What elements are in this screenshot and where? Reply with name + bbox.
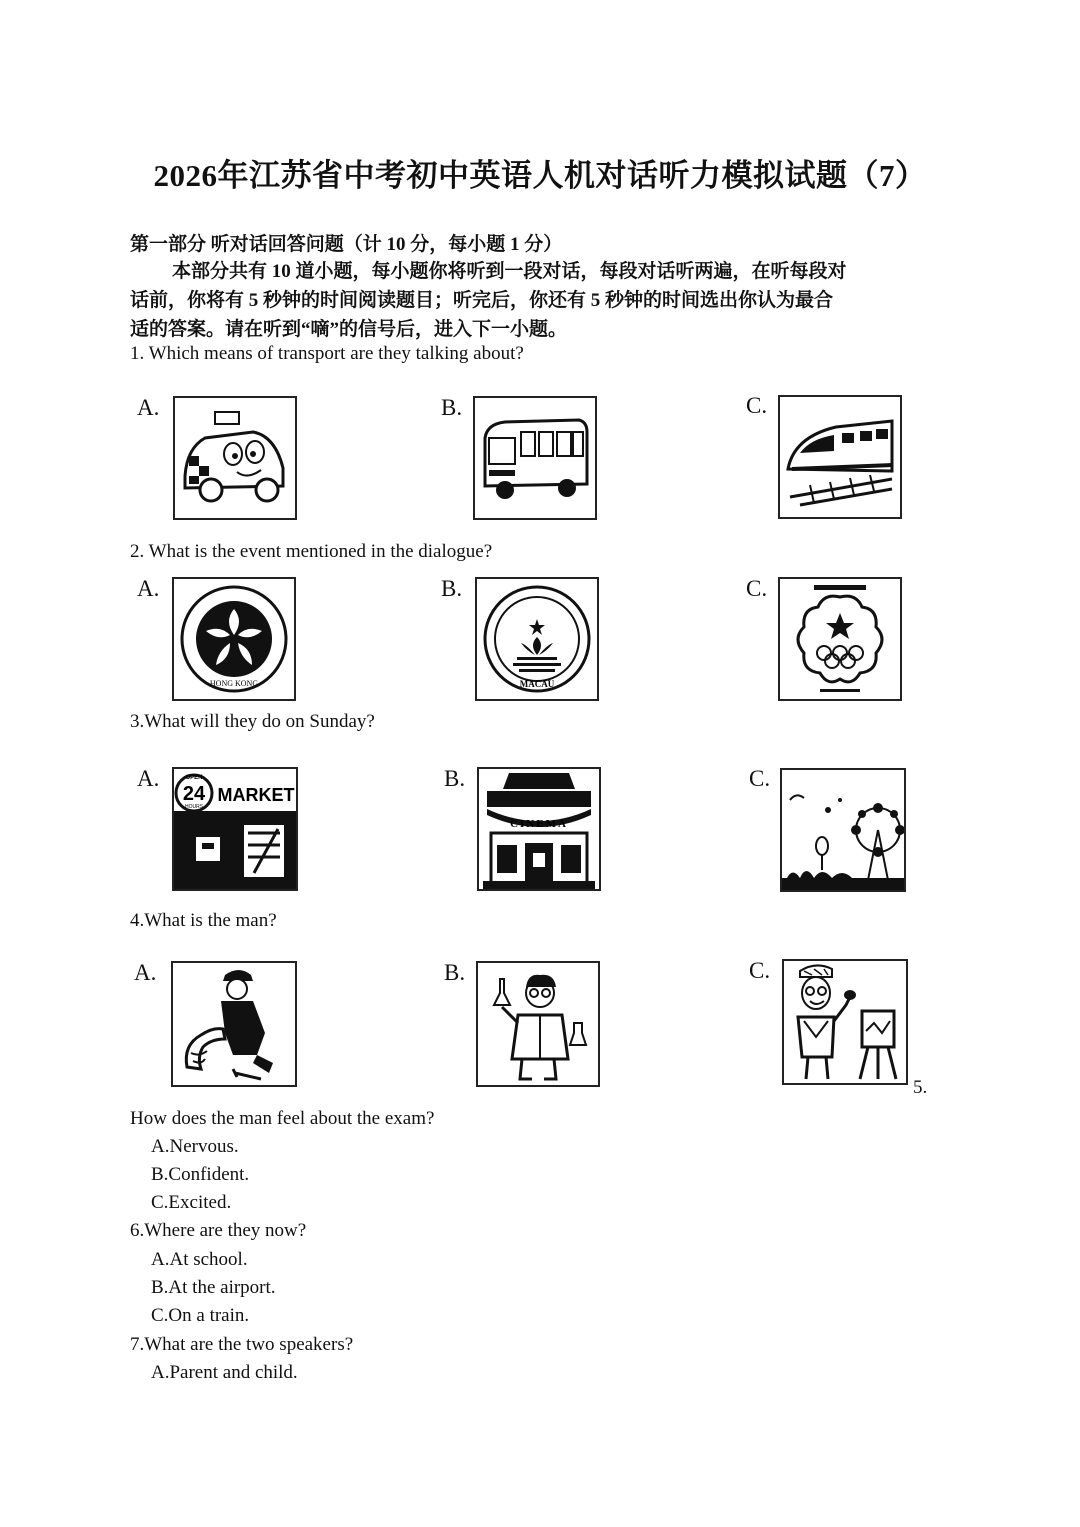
plumber-icon	[173, 963, 295, 1085]
high-speed-train-icon	[780, 397, 900, 517]
q1-option-c-image[interactable]	[778, 395, 902, 519]
q4-option-c-letter: C.	[749, 958, 771, 983]
q5-choice-b[interactable]: B.Confident.	[151, 1164, 250, 1185]
q1-option-b-letter: B.	[441, 395, 463, 420]
cinema-icon	[479, 769, 599, 889]
q3-option-b-letter: B.	[444, 766, 466, 791]
q1-option-a-letter: A.	[137, 395, 160, 420]
olympic-emblem-icon	[780, 579, 900, 699]
market-icon	[174, 769, 296, 889]
taxi-icon	[175, 398, 295, 518]
q4-option-a-letter: A.	[134, 960, 157, 985]
question-1-text: 1. Which means of transport are they talking about?	[130, 343, 524, 364]
section-intro	[130, 257, 950, 344]
question-4-text: 4.What is the man?	[130, 910, 277, 931]
q7-choice-a[interactable]: A.Parent and child.	[151, 1362, 298, 1383]
question-6-text: 6.Where are they now?	[130, 1220, 307, 1241]
q5-choice-c[interactable]: C.Excited.	[151, 1192, 232, 1213]
hong-kong-caption: HONG KONG	[209, 679, 259, 688]
q3-option-c-image[interactable]	[780, 768, 906, 892]
question-5-text: How does the man feel about the exam?	[130, 1108, 435, 1129]
q2-option-c-image[interactable]	[778, 577, 902, 701]
q2-option-a-letter: A.	[137, 576, 160, 601]
question-2-text: 2. What is the event mentioned in the dialogue?	[130, 541, 493, 562]
q6-choice-a[interactable]: A.At school.	[151, 1249, 248, 1270]
q3-option-c-letter: C.	[749, 766, 771, 791]
question-5-number: 5.	[913, 1077, 928, 1098]
q1-option-a-image[interactable]	[173, 396, 297, 520]
q6-choice-c[interactable]: C.On a train.	[151, 1305, 250, 1326]
question-3-text: 3.What will they do on Sunday?	[130, 711, 375, 732]
intro-line-1: 本部分共有 10 道小题，每小题你将听到一段对话，每段对话听两遍，在听每段对	[172, 261, 847, 282]
painter-icon	[784, 961, 906, 1083]
q4-option-a-image[interactable]	[171, 961, 297, 1087]
question-7-text: 7.What are the two speakers?	[130, 1334, 354, 1355]
q1-option-c-letter: C.	[746, 393, 768, 418]
q3-option-a-image[interactable]	[172, 767, 298, 891]
q6-choice-b[interactable]: B.At the airport.	[151, 1277, 276, 1298]
section-heading: 第一部分 听对话回答问题（计 10 分，每小题 1 分）	[130, 234, 563, 255]
market-sign-number: 24	[182, 783, 206, 805]
intro-line-3: 适的答案。请在听到“嘀”的信号后，进入下一小题。	[130, 319, 568, 340]
market-sign-word: MARKET	[217, 785, 295, 805]
q3-option-a-letter: A.	[137, 766, 160, 791]
bus-icon	[475, 398, 595, 518]
macau-caption: MACAU	[519, 679, 555, 689]
q2-option-b-image[interactable]	[475, 577, 599, 701]
amusement-park-icon	[782, 770, 904, 890]
page-title: 2026年江苏省中考初中英语人机对话听力模拟试题（7）	[153, 158, 927, 193]
cinema-sign: CINEMA	[510, 818, 568, 830]
q2-option-a-image[interactable]	[172, 577, 296, 701]
q2-option-c-letter: C.	[746, 576, 768, 601]
market-sign-open: OPEN	[185, 775, 203, 781]
q4-option-c-image[interactable]	[782, 959, 908, 1085]
intro-line-2: 话前，你将有 5 秒钟的时间阅读题目；听完后，你还有 5 秒钟的时间选出你认为最合	[130, 290, 834, 311]
q3-option-b-image[interactable]	[477, 767, 601, 891]
q2-option-b-letter: B.	[441, 576, 463, 601]
q4-option-b-image[interactable]	[476, 961, 600, 1087]
q1-option-b-image[interactable]	[473, 396, 597, 520]
hong-kong-emblem-icon	[174, 579, 294, 699]
macau-emblem-icon	[477, 579, 597, 699]
q5-choice-a[interactable]: A.Nervous.	[151, 1136, 239, 1157]
q4-option-b-letter: B.	[444, 960, 466, 985]
scientist-icon	[478, 963, 598, 1085]
market-sign-hours: HOURS	[184, 804, 204, 810]
